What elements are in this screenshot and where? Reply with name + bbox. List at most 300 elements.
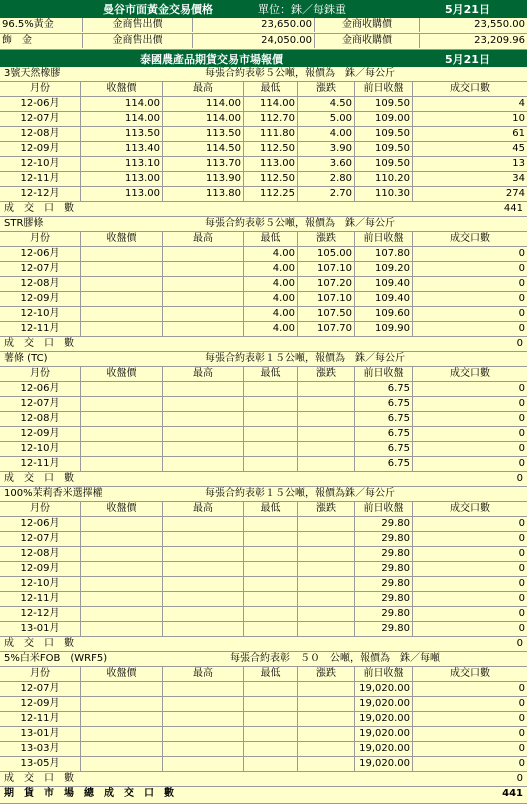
column-header: 成交口數	[412, 82, 527, 96]
table-cell	[297, 562, 354, 576]
table-row	[0, 112, 527, 127]
table-cell: 113.70	[162, 157, 243, 171]
table-cell	[80, 292, 162, 306]
table-cell: 12-10月	[20, 308, 60, 319]
table-cell: 113.00	[80, 187, 162, 201]
table-cell: 113.40	[80, 142, 162, 156]
table-cell: 113.90	[162, 172, 243, 186]
table-row	[0, 277, 527, 292]
table-cell: 12-09月	[20, 143, 60, 154]
table-cell	[243, 442, 297, 456]
table-cell	[162, 562, 243, 576]
table-cell: 6.75	[354, 382, 412, 396]
gold-unit: 單位：銖／每銖重	[258, 3, 346, 16]
table-cell	[80, 427, 162, 441]
table-row	[0, 127, 527, 142]
section-header-row	[0, 232, 527, 247]
column-header: 最高	[162, 367, 243, 381]
column-header: 最低	[243, 367, 297, 381]
table-cell: 113.00	[243, 157, 297, 171]
table-cell: 113.10	[80, 157, 162, 171]
table-cell: 19,020.00	[354, 742, 412, 756]
table-cell: 109.20	[354, 262, 412, 276]
column-header: 月份	[30, 668, 50, 679]
table-cell	[162, 412, 243, 426]
gold-sell: 24,050.00	[192, 34, 314, 48]
table-cell: 112.50	[243, 142, 297, 156]
table-cell: 6.75	[354, 397, 412, 411]
column-header: 最高	[162, 82, 243, 96]
table-cell	[162, 697, 243, 711]
gold-row	[0, 18, 527, 34]
table-cell	[162, 397, 243, 411]
section-total-value: 441	[503, 203, 523, 214]
table-cell: 12-07月	[20, 533, 60, 544]
grand-total-value: 441	[502, 788, 523, 799]
table-cell	[162, 547, 243, 561]
table-cell	[80, 757, 162, 771]
table-cell: 6.75	[354, 457, 412, 471]
table-cell: 19,020.00	[354, 682, 412, 696]
table-cell: 29.80	[354, 532, 412, 546]
table-cell: 114.50	[162, 142, 243, 156]
table-cell: 0	[412, 712, 527, 726]
table-cell: 114.00	[243, 97, 297, 111]
table-cell: 12-08月	[20, 128, 60, 139]
table-row	[0, 397, 527, 412]
table-cell	[80, 682, 162, 696]
table-cell: 114.00	[162, 97, 243, 111]
table-cell	[297, 682, 354, 696]
table-cell	[243, 382, 297, 396]
gold-buy-label: 金商收購價	[314, 18, 419, 32]
table-row	[0, 727, 527, 742]
table-row	[0, 697, 527, 712]
table-cell: 109.40	[354, 277, 412, 291]
column-header: 漲跌	[297, 232, 354, 246]
column-header: 收盤價	[80, 667, 162, 681]
table-cell: 12-09月	[20, 428, 60, 439]
section-total-row	[0, 202, 527, 217]
column-header: 成交口數	[412, 502, 527, 516]
table-cell: 12-08月	[20, 548, 60, 559]
grand-total-row	[0, 787, 527, 804]
table-cell: 45	[412, 142, 527, 156]
section-total-label: 成 交 口 數	[4, 773, 74, 784]
section-note: 每張合約表彰１５公噸，報價為銖／每公斤	[205, 488, 395, 499]
table-cell: 107.10	[297, 292, 354, 306]
gold-header-bar	[0, 0, 527, 18]
table-cell	[243, 457, 297, 471]
section-note: 每張合約表彰 ５０ 公噸，報價為 銖／每噸	[230, 653, 440, 664]
column-header: 收盤價	[80, 502, 162, 516]
gold-name: 96.5%黃金	[2, 19, 54, 30]
table-cell	[243, 397, 297, 411]
table-cell	[80, 457, 162, 471]
table-cell: 29.80	[354, 517, 412, 531]
table-cell: 4.00	[243, 247, 297, 261]
gold-sell-label: 金商售出價	[82, 34, 192, 48]
table-cell: 12-12月	[20, 188, 60, 199]
section-total-value: 0	[516, 473, 523, 484]
table-cell: 109.60	[354, 307, 412, 321]
table-cell	[162, 757, 243, 771]
section-header-row	[0, 367, 527, 382]
table-cell: 114.00	[80, 97, 162, 111]
table-cell: 12-06月	[20, 518, 60, 529]
column-header: 漲跌	[297, 502, 354, 516]
column-header: 前日收盤	[354, 502, 412, 516]
table-cell	[80, 322, 162, 336]
table-cell	[243, 427, 297, 441]
table-row	[0, 757, 527, 772]
table-cell: 12-07月	[20, 263, 60, 274]
table-cell	[297, 622, 354, 636]
table-cell: 0	[412, 697, 527, 711]
table-cell	[80, 622, 162, 636]
table-cell: 13-05月	[20, 758, 60, 769]
table-cell: 12-11月	[20, 173, 60, 184]
table-cell	[80, 277, 162, 291]
column-header: 最低	[243, 502, 297, 516]
section-total-label: 成 交 口 數	[4, 473, 74, 484]
table-cell: 29.80	[354, 547, 412, 561]
table-cell: 109.50	[354, 97, 412, 111]
table-cell	[297, 427, 354, 441]
table-cell	[297, 592, 354, 606]
table-cell: 105.00	[297, 247, 354, 261]
table-cell	[80, 307, 162, 321]
table-cell: 19,020.00	[354, 727, 412, 741]
table-cell	[162, 247, 243, 261]
table-cell: 12-11月	[20, 713, 60, 724]
table-cell: 113.50	[80, 127, 162, 141]
table-cell: 5.00	[297, 112, 354, 126]
table-cell	[243, 412, 297, 426]
table-cell: 2.70	[297, 187, 354, 201]
table-cell: 0	[412, 532, 527, 546]
table-cell	[80, 727, 162, 741]
table-cell: 12-09月	[20, 698, 60, 709]
table-cell: 0	[412, 577, 527, 591]
table-cell: 112.50	[243, 172, 297, 186]
gold-date: 5月21日	[445, 3, 490, 16]
table-cell	[243, 742, 297, 756]
section-header-row	[0, 667, 527, 682]
table-cell: 110.30	[354, 187, 412, 201]
table-cell	[162, 607, 243, 621]
table-row	[0, 262, 527, 277]
table-cell: 3.90	[297, 142, 354, 156]
section-name: 3號天然橡膠	[4, 68, 61, 79]
table-cell: 4.00	[243, 277, 297, 291]
table-cell: 6.75	[354, 412, 412, 426]
table-cell: 13-01月	[20, 623, 60, 634]
section-total-value: 0	[516, 638, 523, 649]
section-title-row	[0, 352, 527, 367]
table-cell	[80, 397, 162, 411]
table-cell: 29.80	[354, 622, 412, 636]
table-cell	[80, 382, 162, 396]
table-cell: 3.60	[297, 157, 354, 171]
table-cell	[162, 457, 243, 471]
table-cell: 19,020.00	[354, 712, 412, 726]
table-cell	[297, 547, 354, 561]
section-title-row	[0, 487, 527, 502]
section-name: 5%白米FOB (WRF5)	[4, 653, 108, 664]
column-header: 前日收盤	[354, 667, 412, 681]
gold-title: 曼谷市面黃金交易價格	[103, 3, 213, 16]
table-cell	[243, 622, 297, 636]
column-header: 最低	[243, 232, 297, 246]
table-cell	[162, 682, 243, 696]
section-note: 每張合約表彰５公噸，報價為 銖／每公斤	[205, 218, 395, 229]
section-total-row	[0, 337, 527, 352]
section-name: STR膠條	[4, 218, 44, 229]
column-header: 月份	[30, 503, 50, 514]
table-cell: 0	[412, 412, 527, 426]
table-cell	[297, 727, 354, 741]
table-cell	[243, 547, 297, 561]
table-cell	[162, 727, 243, 741]
table-cell	[80, 592, 162, 606]
table-cell: 12-08月	[20, 278, 60, 289]
column-header: 最高	[162, 232, 243, 246]
table-cell: 12-10月	[20, 578, 60, 589]
table-cell: 114.00	[162, 112, 243, 126]
table-cell: 0	[412, 727, 527, 741]
table-cell	[162, 322, 243, 336]
table-cell: 29.80	[354, 562, 412, 576]
table-row	[0, 322, 527, 337]
table-row	[0, 592, 527, 607]
table-cell	[162, 517, 243, 531]
table-cell: 0	[412, 277, 527, 291]
table-cell: 0	[412, 382, 527, 396]
section-total-row	[0, 772, 527, 787]
table-cell	[162, 532, 243, 546]
table-cell: 109.50	[354, 157, 412, 171]
table-cell	[297, 457, 354, 471]
table-cell: 0	[412, 742, 527, 756]
table-cell: 29.80	[354, 592, 412, 606]
table-cell: 12-06月	[20, 98, 60, 109]
table-cell: 0	[412, 427, 527, 441]
table-cell	[243, 682, 297, 696]
table-cell	[162, 382, 243, 396]
table-cell: 12-09月	[20, 293, 60, 304]
table-cell: 13-01月	[20, 728, 60, 739]
table-cell: 4	[412, 97, 527, 111]
section-title-row	[0, 217, 527, 232]
section-title-row	[0, 652, 527, 667]
table-row	[0, 307, 527, 322]
table-cell: 0	[412, 562, 527, 576]
section-total-value: 0	[516, 338, 523, 349]
table-cell	[162, 712, 243, 726]
table-row	[0, 712, 527, 727]
table-cell	[80, 532, 162, 546]
table-row	[0, 142, 527, 157]
table-cell: 0	[412, 262, 527, 276]
column-header: 收盤價	[80, 82, 162, 96]
table-cell	[80, 517, 162, 531]
column-header: 前日收盤	[354, 232, 412, 246]
table-cell: 12-10月	[20, 158, 60, 169]
column-header: 前日收盤	[354, 82, 412, 96]
table-cell	[243, 727, 297, 741]
table-cell: 12-06月	[20, 383, 60, 394]
table-cell: 0	[412, 322, 527, 336]
table-cell: 114.00	[80, 112, 162, 126]
table-cell: 0	[412, 682, 527, 696]
table-cell	[162, 622, 243, 636]
table-cell: 0	[412, 757, 527, 771]
table-row	[0, 412, 527, 427]
section-note: 每張合約表彰１５公噸，報價為 銖／每公斤	[205, 353, 405, 364]
table-row	[0, 577, 527, 592]
table-cell: 12-08月	[20, 413, 60, 424]
table-cell: 12-11月	[20, 323, 60, 334]
table-cell: 113.80	[162, 187, 243, 201]
table-cell	[162, 577, 243, 591]
table-row	[0, 187, 527, 202]
table-cell: 13	[412, 157, 527, 171]
section-name: 100%茉莉香米選擇權	[4, 488, 103, 499]
column-header: 最高	[162, 667, 243, 681]
table-cell	[297, 517, 354, 531]
table-cell	[162, 307, 243, 321]
table-cell	[297, 742, 354, 756]
table-cell	[243, 607, 297, 621]
table-cell	[243, 577, 297, 591]
table-cell: 12-11月	[20, 458, 60, 469]
table-cell: 29.80	[354, 577, 412, 591]
table-cell	[162, 427, 243, 441]
table-cell: 110.20	[354, 172, 412, 186]
table-cell	[162, 262, 243, 276]
table-row	[0, 562, 527, 577]
table-cell: 12-09月	[20, 563, 60, 574]
table-cell	[297, 577, 354, 591]
section-total-label: 成 交 口 數	[4, 203, 74, 214]
section-total-row	[0, 472, 527, 487]
table-cell	[297, 712, 354, 726]
table-row	[0, 97, 527, 112]
table-cell	[80, 412, 162, 426]
table-cell	[162, 742, 243, 756]
table-cell	[162, 292, 243, 306]
table-cell	[297, 607, 354, 621]
column-header: 最低	[243, 667, 297, 681]
table-row	[0, 547, 527, 562]
column-header: 漲跌	[297, 667, 354, 681]
table-row	[0, 532, 527, 547]
table-cell: 0	[412, 547, 527, 561]
grand-total-label: 期 貨 市 場 總 成 交 口 數	[4, 788, 174, 799]
table-cell: 4.00	[243, 262, 297, 276]
table-cell	[243, 592, 297, 606]
gold-sell-label: 金商售出價	[82, 18, 192, 32]
column-header: 漲跌	[297, 82, 354, 96]
gold-name: 飾 金	[2, 35, 32, 46]
gold-buy: 23,550.00	[419, 18, 527, 32]
table-cell: 2.80	[297, 172, 354, 186]
table-cell: 4.00	[243, 292, 297, 306]
table-cell	[243, 757, 297, 771]
table-cell: 12-12月	[20, 608, 60, 619]
table-cell: 4.00	[243, 307, 297, 321]
column-header: 成交口數	[412, 367, 527, 381]
table-cell: 112.25	[243, 187, 297, 201]
table-cell: 12-06月	[20, 248, 60, 259]
table-cell	[80, 697, 162, 711]
table-row	[0, 682, 527, 697]
column-header: 月份	[30, 83, 50, 94]
table-cell	[80, 562, 162, 576]
column-header: 前日收盤	[354, 367, 412, 381]
table-cell: 113.00	[80, 172, 162, 186]
table-cell	[243, 532, 297, 546]
table-cell	[80, 577, 162, 591]
table-row	[0, 247, 527, 262]
table-cell	[297, 532, 354, 546]
table-cell	[243, 697, 297, 711]
section-header-row	[0, 502, 527, 517]
section-total-value: 0	[516, 773, 523, 784]
table-cell: 0	[412, 442, 527, 456]
table-cell: 6.75	[354, 442, 412, 456]
table-cell: 107.10	[297, 262, 354, 276]
table-row	[0, 622, 527, 637]
table-cell: 112.70	[243, 112, 297, 126]
section-note: 每張合約表彰５公噸，報價為 銖／每公斤	[205, 68, 395, 79]
table-row	[0, 442, 527, 457]
table-cell	[297, 397, 354, 411]
column-header: 收盤價	[80, 367, 162, 381]
table-row	[0, 607, 527, 622]
table-cell: 10	[412, 112, 527, 126]
table-cell: 29.80	[354, 607, 412, 621]
table-row	[0, 457, 527, 472]
table-cell: 0	[412, 517, 527, 531]
column-header: 月份	[30, 368, 50, 379]
column-header: 月份	[30, 233, 50, 244]
table-cell	[80, 262, 162, 276]
table-cell	[297, 442, 354, 456]
section-total-label: 成 交 口 數	[4, 338, 74, 349]
table-cell	[80, 712, 162, 726]
table-cell: 107.20	[297, 277, 354, 291]
column-header: 漲跌	[297, 367, 354, 381]
table-cell: 34	[412, 172, 527, 186]
table-cell	[80, 547, 162, 561]
table-cell	[243, 562, 297, 576]
section-total-row	[0, 637, 527, 652]
table-cell: 12-07月	[20, 398, 60, 409]
table-cell: 0	[412, 457, 527, 471]
column-header: 最高	[162, 502, 243, 516]
table-cell: 0	[412, 307, 527, 321]
table-cell: 61	[412, 127, 527, 141]
table-cell	[80, 607, 162, 621]
table-cell	[162, 592, 243, 606]
table-cell: 0	[412, 247, 527, 261]
table-cell	[243, 517, 297, 531]
table-cell	[80, 742, 162, 756]
column-header: 收盤價	[80, 232, 162, 246]
table-cell: 0	[412, 607, 527, 621]
